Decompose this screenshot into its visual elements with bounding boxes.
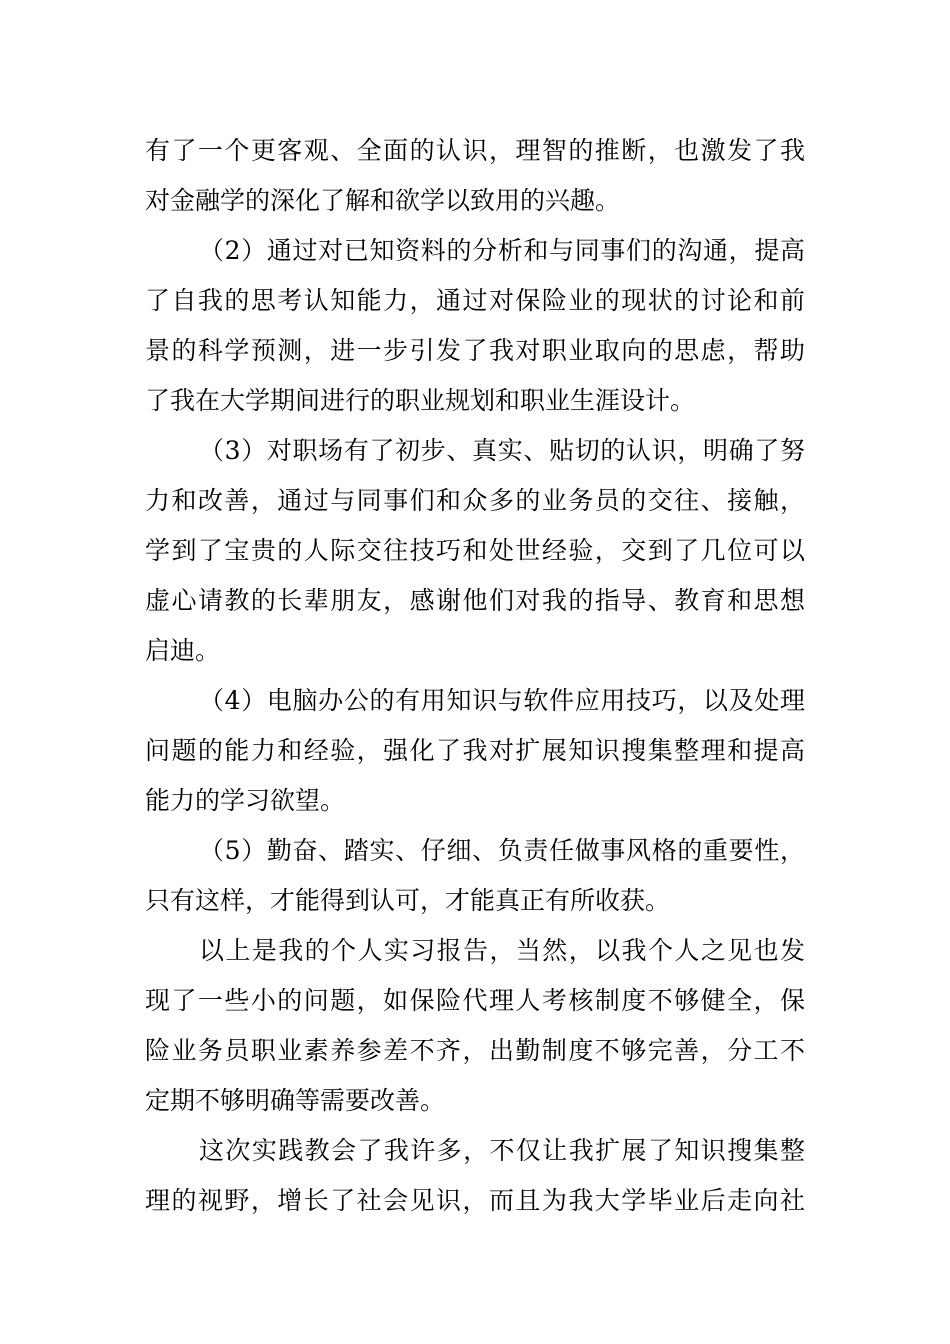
- text-line: 有了一个更客观、全面的认识，理智的推断，也激发了我: [145, 136, 805, 165]
- text-line: 景的科学预测，进一步引发了我对职业取向的思虑，帮助: [145, 336, 805, 365]
- text-line: 现了一些小的问题，如保险代理人考核制度不够健全，保: [145, 986, 805, 1015]
- text-line: 虚心请教的长辈朋友，感谢他们对我的指导、教育和思想: [145, 586, 805, 615]
- text-line: 力和改善，通过与同事们和众多的业务员的交往、接触，: [145, 486, 805, 515]
- text-line: （3）对职场有了初步、真实、贴切的认识，明确了努: [199, 436, 805, 465]
- text-line: 险业务员职业素养参差不齐，出勤制度不够完善，分工不: [145, 1036, 805, 1065]
- text-line: （5）勤奋、踏实、仔细、负责任做事风格的重要性，: [199, 836, 805, 865]
- text-line: （2）通过对已知资料的分析和与同事们的沟通，提高: [199, 236, 805, 265]
- text-line: 了自我的思考认知能力，通过对保险业的现状的讨论和前: [145, 286, 805, 315]
- text-line: 启迪。: [145, 636, 221, 665]
- body-text: [145, 126, 805, 1226]
- text-line: 定期不够明确等需要改善。: [145, 1086, 446, 1115]
- text-line: 只有这样，才能得到认可，才能真正有所收获。: [145, 886, 671, 915]
- text-line: （4）电脑办公的有用知识与软件应用技巧，以及处理: [199, 686, 805, 715]
- text-line: 理的视野，增长了社会见识，而且为我大学毕业后走向社: [145, 1186, 805, 1215]
- text-line: 能力的学习欲望。: [145, 786, 346, 815]
- text-line: 以上是我的个人实习报告，当然，以我个人之见也发: [199, 936, 805, 965]
- text-line: 问题的能力和经验，强化了我对扩展知识搜集整理和提高: [145, 736, 805, 765]
- text-line: 对金融学的深化了解和欲学以致用的兴趣。: [145, 186, 621, 215]
- text-line: 了我在大学期间进行的职业规划和职业生涯设计。: [145, 386, 696, 415]
- text-line: 学到了宝贵的人际交往技巧和处世经验，交到了几位可以: [145, 536, 805, 565]
- text-line: 这次实践教会了我许多，不仅让我扩展了知识搜集整: [199, 1136, 805, 1165]
